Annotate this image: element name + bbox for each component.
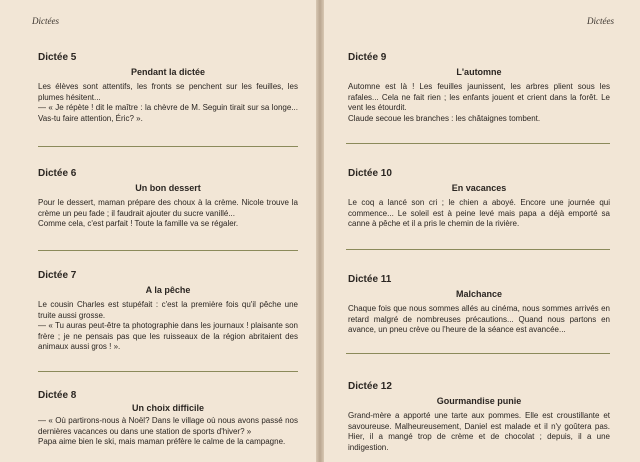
dictee-number: Dictée 5 xyxy=(38,52,77,63)
dictee-title: En vacances xyxy=(451,183,507,193)
separator-line xyxy=(38,250,298,251)
dictee-number: Dictée 12 xyxy=(348,381,392,392)
text-line: — « Où partirons-nous à Noël? Dans le village où nous avons passé nos dernières vacances ou dans une station de sports d'hiver? » xyxy=(38,416,298,436)
dictee-number: Dictée 9 xyxy=(348,52,387,63)
dictee-text xyxy=(38,300,298,353)
dictee-title: L'automne xyxy=(456,67,502,77)
text-line: Grand-mère a apporté une tarte aux pommes. Elle est croustillante et savoureuse. Malheureusement, Daniel est malade et il n'y goûtera pas. Hier, il a mangé trop de crème et de chocolat ; depuis, il a une indigestion. xyxy=(348,411,610,452)
dictee-number: Dictée 8 xyxy=(38,390,77,401)
dictee-9 xyxy=(348,52,610,124)
running-head-left: Dictées xyxy=(32,16,59,26)
text-line: Le cousin Charles est stupéfait : c'est la première fois qu'il pêche une truite aussi grosse. xyxy=(38,300,298,320)
separator-line xyxy=(346,143,610,144)
text-line: Le coq a lancé son cri ; le chien a aboyé. Encore une journée qui commence... Le soleil est à peine levé mais papa a déjà emporté sa canne à pêche et il a pris le chemin de la rivière. xyxy=(348,198,610,228)
dictee-10 xyxy=(348,168,610,230)
dictee-12 xyxy=(348,381,610,453)
book-gutter xyxy=(316,0,324,462)
text-line: Chaque fois que nous sommes allés au cinéma, nous sommes arrivés en retard malgré de nombreuses précautions... Quand nous partons en avance, un pneu crève ou l'heure de la séance est avancée... xyxy=(348,304,610,334)
dictee-text xyxy=(348,198,610,230)
dictee-number: Dictée 10 xyxy=(348,168,392,179)
right-page xyxy=(324,0,640,462)
separator-line xyxy=(38,371,298,372)
dictee-number: Dictée 6 xyxy=(38,168,77,179)
running-head-right: Dictées xyxy=(587,16,614,26)
dictee-text xyxy=(348,82,610,124)
separator-line xyxy=(38,146,298,147)
dictee-title: Gourmandise punie xyxy=(436,396,522,406)
dictee-title: Malchance xyxy=(455,289,503,299)
dictee-text xyxy=(38,82,298,124)
dictee-title: Pendant la dictée xyxy=(130,67,206,77)
text-line: — « Tu auras peut-être ta photographie dans les journaux ! plaisante son frère ; je ne pensais pas que les ruisseaux de la région abritaient des animaux aussi gros ! ». xyxy=(38,321,298,351)
dictee-8 xyxy=(38,390,298,448)
dictee-text xyxy=(38,198,298,230)
dictee-5 xyxy=(38,52,298,124)
text-line: Comme cela, c'est parfait ! Toute la famille va se régaler. xyxy=(38,219,239,228)
dictee-text xyxy=(348,411,610,453)
text-line: Les élèves sont attentifs, les fronts se penchent sur les feuilles, les plumes hésitent... xyxy=(38,82,298,102)
dictee-6 xyxy=(38,168,298,230)
dictee-text xyxy=(348,304,610,336)
dictee-number: Dictée 7 xyxy=(38,270,77,281)
dictee-number: Dictée 11 xyxy=(348,274,392,285)
text-line: Papa aime bien le ski, mais maman préfère le calme de la campagne. xyxy=(38,437,286,446)
dictee-11 xyxy=(348,274,610,336)
left-page xyxy=(0,0,316,462)
separator-line xyxy=(346,249,610,250)
dictee-title: Un bon dessert xyxy=(135,183,201,193)
text-line: Pour le dessert, maman prépare des choux à la crème. Nicole trouve la crème un peu fade ; il faudrait ajouter du sucre vanillé... xyxy=(38,198,298,218)
dictee-title: A la pêche xyxy=(145,285,191,295)
text-line: Claude secoue les branches : les châtaignes tombent. xyxy=(348,113,541,123)
text-line: Automne est là ! Les feuilles jaunissent, les arbres plient sous les rafales... Cela ne fait rien ; les enfants jouent et crient dans la forêt. Le vent les étourdit. xyxy=(348,82,610,112)
separator-line xyxy=(346,353,610,354)
text-line: — « Je répète ! dit le maître : la chèvre de M. Seguin tirait sur sa longe... Vas-tu faire attention, Éric? ». xyxy=(38,103,298,123)
dictee-text xyxy=(38,416,298,448)
dictee-title: Un choix difficile xyxy=(131,403,204,413)
dictee-7 xyxy=(38,270,298,353)
